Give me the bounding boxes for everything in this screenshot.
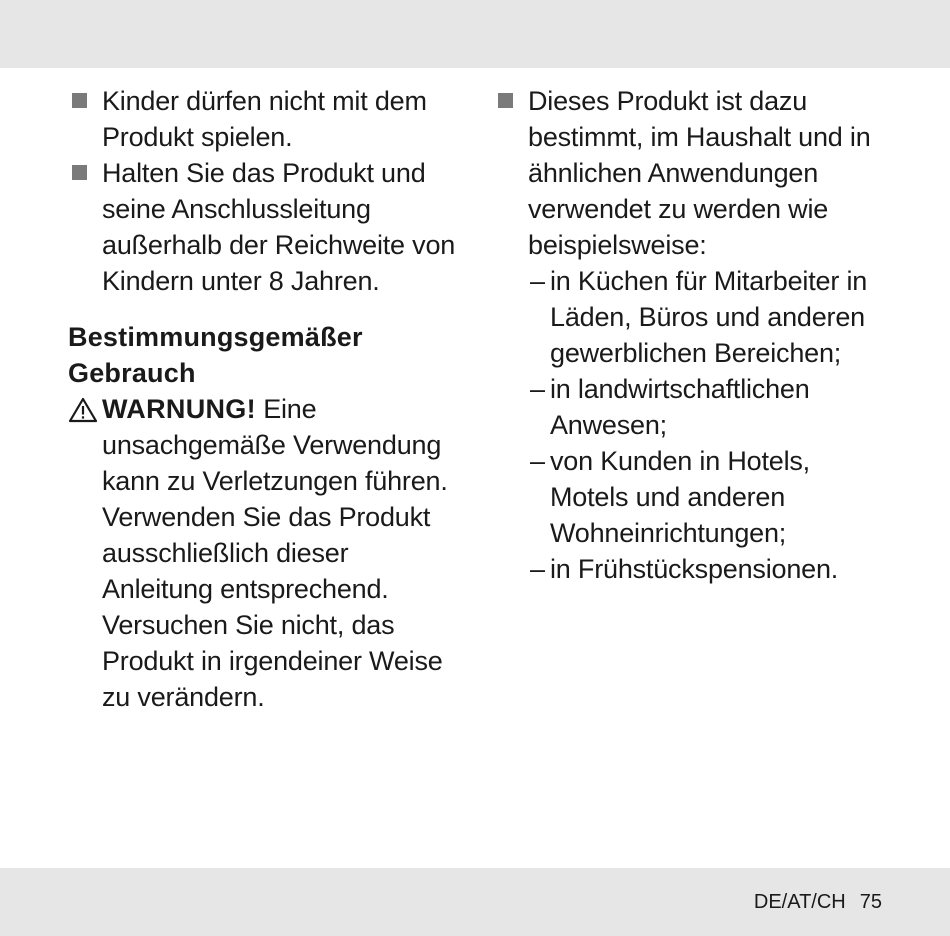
bullet-text: Kinder dürfen nicht mit dem Produkt spielen. [102,86,427,152]
page-number: 75 [859,891,882,913]
warning-block [68,391,463,715]
list-item-text: in Frühstückspensionen. [550,554,839,584]
right-column [494,83,894,587]
top-band [0,0,950,68]
dash-bullet: – [530,446,545,476]
list-item [494,551,894,587]
warning-text: Eine unsachgemäße Verwendung kann zu Verletzungen führen. Verwenden Sie das Produkt ausschließlich dieser Anleitung entsprechend. Versuchen Sie nicht, das Produkt in irgendeiner Weise zu verändern. [102,394,448,712]
warning-label: WARNUNG! [102,394,256,424]
list-item [494,371,894,443]
dash-bullet: – [530,554,545,584]
list-item-text: in landwirtschaftlichen Anwesen; [550,374,810,440]
bullet-text: Dieses Produkt ist dazu bestimmt, im Haushalt und in ähnlichen Anwendungen verwendet zu werden wie beispielsweise: [528,86,871,260]
usage-list [494,263,894,587]
bullet-item [494,83,894,263]
dash-bullet: – [530,266,545,296]
warning-triangle-icon [68,397,98,423]
left-column [68,83,463,715]
square-bullet-icon [498,93,513,108]
bullet-item [68,83,463,155]
page-footer [754,888,882,916]
list-item-text: in Küchen für Mitarbeiter in Läden, Büros und anderen gewerblichen Bereichen; [550,266,868,368]
bullet-item [68,155,463,299]
square-bullet-icon [72,93,87,108]
list-item-text: von Kunden in Hotels, Motels und anderen Wohneinrichtungen; [550,446,810,548]
section-heading: Bestimmungsgemäßer Gebrauch [68,322,363,388]
list-item [494,263,894,371]
dash-bullet: – [530,374,545,404]
bullet-text: Halten Sie das Produkt und seine Anschlussleitung außerhalb der Reichweite von Kindern unter 8 Jahren. [102,158,456,296]
square-bullet-icon [72,165,87,180]
list-item [494,443,894,551]
footer-region: DE/AT/CH [753,891,846,913]
